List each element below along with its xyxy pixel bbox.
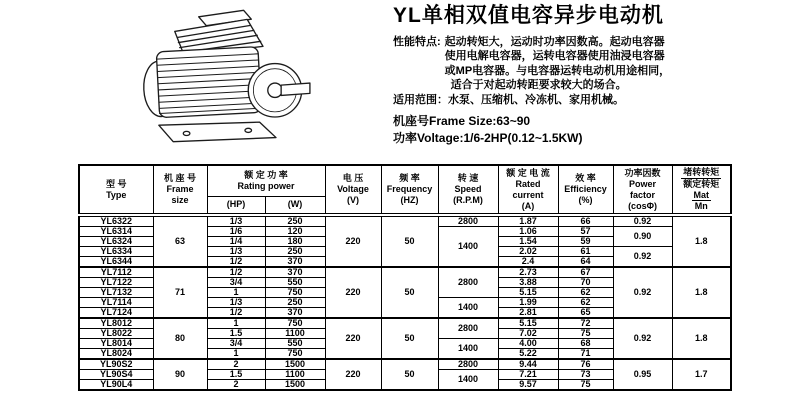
cell-model: YL8014 (79, 339, 153, 349)
frame-en: Frame (166, 184, 194, 194)
cell-model: YL8024 (79, 349, 153, 360)
cell-speed: 2800 (438, 215, 498, 227)
cell-rated-current: 5.15 (498, 318, 558, 329)
cell-model: YL7112 (79, 267, 153, 278)
motor-illustration (128, 6, 313, 154)
cell-power-factor: 0.90 (613, 227, 672, 247)
cell-rated-current: 9.44 (498, 359, 558, 370)
cell-model: YL8022 (79, 329, 153, 339)
cell-model: YL7122 (79, 278, 153, 288)
cell-efficiency: 66 (558, 215, 613, 227)
cell-rated-current: 4.00 (498, 339, 558, 349)
cell-voltage: 220 (325, 267, 381, 318)
speed-unit: (R.P.M) (453, 195, 483, 205)
cell-frequency: 50 (381, 359, 438, 390)
pf-zh: 功率因数 (624, 167, 661, 178)
motor-base (159, 122, 276, 142)
cell-rated-current: 2.81 (498, 308, 558, 319)
cell-power-w: 550 (265, 278, 325, 288)
cell-rated-current: 2.4 (498, 257, 558, 268)
torque-zh-denominator: 额定转矩 (683, 179, 720, 189)
cell-speed: 2800 (438, 318, 498, 339)
cell-rated-current: 1.99 (498, 298, 558, 308)
cell-efficiency: 75 (558, 380, 613, 391)
cell-efficiency: 62 (558, 298, 613, 308)
eff-zh: 效 率 (575, 173, 596, 183)
cell-power-w: 180 (265, 237, 325, 247)
cell-frequency: 50 (381, 215, 438, 267)
motor-base-hole-right (245, 128, 252, 132)
cell-power-hp: 1 (207, 318, 265, 329)
cell-rated-current: 2.02 (498, 247, 558, 257)
cell-rated-current: 1.06 (498, 227, 558, 237)
cell-model: YL6314 (79, 227, 153, 237)
cell-power-hp: 2 (207, 380, 265, 391)
cell-torque-ratio: 1.8 (672, 318, 731, 359)
cell-power-hp: 3/4 (207, 339, 265, 349)
cell-torque-ratio: 1.8 (672, 215, 731, 267)
torque-sym-denominator: Mn (694, 201, 708, 211)
current-en: current (512, 189, 544, 200)
cell-rated-current: 1.54 (498, 237, 558, 247)
features-line: 适合于对起动转距要求较大的场合。 (450, 79, 627, 92)
spec-row (79, 215, 731, 227)
cell-model: YL6324 (79, 237, 153, 247)
cell-power-hp: 1/2 (207, 308, 265, 319)
cell-model: YL6344 (79, 257, 153, 268)
col-header-voltage (325, 165, 381, 215)
eff-unit: (%) (578, 195, 593, 205)
cell-torque-ratio: 1.7 (672, 359, 731, 390)
freq-en: Frequency (386, 184, 433, 194)
type-zh: 型 号 (105, 178, 127, 189)
cell-power-w: 1100 (265, 329, 325, 339)
motor-line-drawing-icon (128, 6, 313, 154)
features-text (445, 35, 671, 93)
cell-power-w: 370 (265, 308, 325, 319)
features-label: 性能特点: (393, 36, 441, 48)
cell-speed: 1400 (438, 227, 498, 268)
cell-power-hp: 1.5 (207, 329, 265, 339)
pf-en: factor (630, 189, 656, 200)
col-header-hp: (HP) (207, 196, 265, 215)
cell-power-hp: 1/2 (207, 267, 265, 278)
cell-efficiency: 65 (558, 308, 613, 319)
cell-power-hp: 1/4 (207, 237, 265, 247)
frame-size-line: 机座号Frame Size:63~90 (393, 114, 531, 129)
torque-sym-numerator: Mat (693, 190, 710, 200)
cell-power-hp: 1/6 (207, 227, 265, 237)
speed-en: Speed (454, 184, 482, 194)
col-header-speed (438, 165, 498, 215)
pf-en: Power (629, 178, 657, 189)
cell-power-factor: 0.95 (613, 359, 672, 390)
col-header-frame-size (153, 165, 207, 215)
cell-voltage: 220 (325, 318, 381, 359)
power-en: Rating power (237, 180, 295, 191)
motor-hub (268, 83, 282, 97)
cell-speed: 2800 (438, 359, 498, 370)
type-en: Type (106, 189, 127, 200)
frame-zh: 机 座 号 (163, 173, 196, 183)
frame-en: size (171, 195, 189, 205)
cell-torque-ratio: 1.8 (672, 267, 731, 318)
eff-en: Efficiency (564, 184, 607, 194)
cell-frame-size: 80 (153, 318, 207, 359)
cell-speed: 2800 (438, 267, 498, 298)
cell-efficiency: 61 (558, 247, 613, 257)
spec-table-body (79, 215, 731, 390)
cell-rated-current: 1.87 (498, 215, 558, 227)
voltage-zh: 电 压 (342, 173, 364, 183)
cell-power-hp: 1/3 (207, 247, 265, 257)
cell-model: YL90L4 (79, 380, 153, 391)
header-row-main (79, 165, 731, 196)
cell-speed: 1400 (438, 370, 498, 391)
voltage-unit: (V) (347, 195, 360, 205)
pf-unit: (cosΦ) (628, 200, 657, 211)
col-header-w: (W) (265, 196, 325, 215)
cell-power-w: 1100 (265, 370, 325, 380)
cell-power-w: 750 (265, 349, 325, 360)
cell-efficiency: 73 (558, 370, 613, 380)
spec-row (79, 318, 731, 329)
current-unit: (A) (521, 200, 535, 211)
features-line: 使用电解电容器，运转电容器使用油浸电容器 (444, 50, 665, 63)
cell-power-factor: 0.92 (613, 215, 672, 227)
cell-efficiency: 72 (558, 318, 613, 329)
col-header-type (79, 165, 153, 215)
cell-frame-size: 63 (153, 215, 207, 267)
current-zh: 额 定 电 流 (506, 167, 550, 178)
cell-power-w: 370 (265, 267, 325, 278)
col-header-rating-power (207, 165, 325, 196)
cell-model: YL6334 (79, 247, 153, 257)
cell-model: YL7124 (79, 308, 153, 319)
cell-power-w: 550 (265, 339, 325, 349)
cell-model: YL90S2 (79, 359, 153, 370)
motor-shaft (281, 83, 310, 95)
cell-efficiency: 75 (558, 329, 613, 339)
cell-rated-current: 3.88 (498, 278, 558, 288)
cell-power-factor: 0.92 (613, 247, 672, 268)
spec-row (79, 267, 731, 278)
cell-power-w: 750 (265, 288, 325, 298)
cell-speed: 1400 (438, 339, 498, 360)
features-line: 起动转矩大，运动时功率因数高。起动电容器 (444, 36, 665, 48)
cell-power-factor: 0.92 (613, 267, 672, 318)
cell-rated-current: 9.57 (498, 380, 558, 391)
features-block (393, 35, 795, 93)
cell-frame-size: 90 (153, 359, 207, 390)
cell-speed: 1400 (438, 298, 498, 319)
motor-frame (156, 47, 261, 118)
power-range-line: 功率Voltage:1/6-2HP(0.12~1.5KW) (393, 131, 583, 146)
col-header-efficiency (558, 165, 613, 215)
cell-power-hp: 3/4 (207, 278, 265, 288)
cell-power-hp: 1 (207, 349, 265, 360)
cell-power-w: 250 (265, 247, 325, 257)
col-header-rated-current (498, 165, 558, 215)
col-header-torque-ratio (672, 165, 731, 215)
voltage-en: Voltage (337, 184, 369, 194)
cell-power-w: 250 (265, 215, 325, 227)
cell-efficiency: 62 (558, 288, 613, 298)
intro-block (393, 3, 795, 147)
cell-frame-size: 71 (153, 267, 207, 318)
cell-model: YL90S4 (79, 370, 153, 380)
col-header-frequency (381, 165, 438, 215)
freq-unit: (HZ) (400, 195, 419, 205)
cell-model: YL7132 (79, 288, 153, 298)
cell-efficiency: 64 (558, 257, 613, 268)
cell-rated-current: 7.21 (498, 370, 558, 380)
cell-power-w: 120 (265, 227, 325, 237)
speed-zh: 转 速 (457, 173, 479, 183)
power-zh: 额 定 功 率 (244, 169, 288, 180)
cell-frequency: 50 (381, 318, 438, 359)
cell-efficiency: 59 (558, 237, 613, 247)
cell-power-hp: 1.5 (207, 370, 265, 380)
application-line: 适用范围：水泵、压缩机、冷冻机、家用机械。 (393, 93, 624, 106)
cell-efficiency: 71 (558, 349, 613, 360)
motor-body-group (140, 9, 266, 118)
cell-power-hp: 2 (207, 359, 265, 370)
cell-voltage: 220 (325, 359, 381, 390)
cell-power-hp: 1/3 (207, 215, 265, 227)
cell-efficiency: 67 (558, 267, 613, 278)
col-header-power-factor (613, 165, 672, 215)
cell-power-w: 750 (265, 318, 325, 329)
cell-power-w: 1500 (265, 359, 325, 370)
cell-voltage: 220 (325, 215, 381, 267)
cell-efficiency: 76 (558, 359, 613, 370)
spec-row (79, 359, 731, 370)
cell-power-hp: 1 (207, 288, 265, 298)
torque-zh-numerator: 堵转转矩 (683, 167, 720, 177)
cell-efficiency: 70 (558, 278, 613, 288)
current-en: Rated (515, 178, 541, 189)
cell-model: YL6322 (79, 215, 153, 227)
cell-power-factor: 0.92 (613, 318, 672, 359)
cell-rated-current: 5.22 (498, 349, 558, 360)
cell-frequency: 50 (381, 267, 438, 318)
motor-base-hole-left (183, 131, 190, 135)
cell-power-w: 1500 (265, 380, 325, 391)
page-title: YL单相双值电容异步电动机 (393, 4, 664, 27)
cell-power-hp: 1/2 (207, 257, 265, 268)
cell-efficiency: 68 (558, 339, 613, 349)
freq-zh: 频 率 (399, 173, 420, 183)
spec-table-head (79, 165, 731, 215)
cell-power-w: 250 (265, 298, 325, 308)
cell-power-w: 370 (265, 257, 325, 268)
cell-rated-current: 5.15 (498, 288, 558, 298)
cell-rated-current: 7.02 (498, 329, 558, 339)
cell-efficiency: 57 (558, 227, 613, 237)
cell-power-hp: 1/3 (207, 298, 265, 308)
cell-rated-current: 2.73 (498, 267, 558, 278)
spec-table (78, 164, 732, 391)
cell-model: YL7114 (79, 298, 153, 308)
features-line: 或MP电容器。与电容器运转电动机用途相同， (444, 64, 671, 77)
cell-model: YL8012 (79, 318, 153, 329)
